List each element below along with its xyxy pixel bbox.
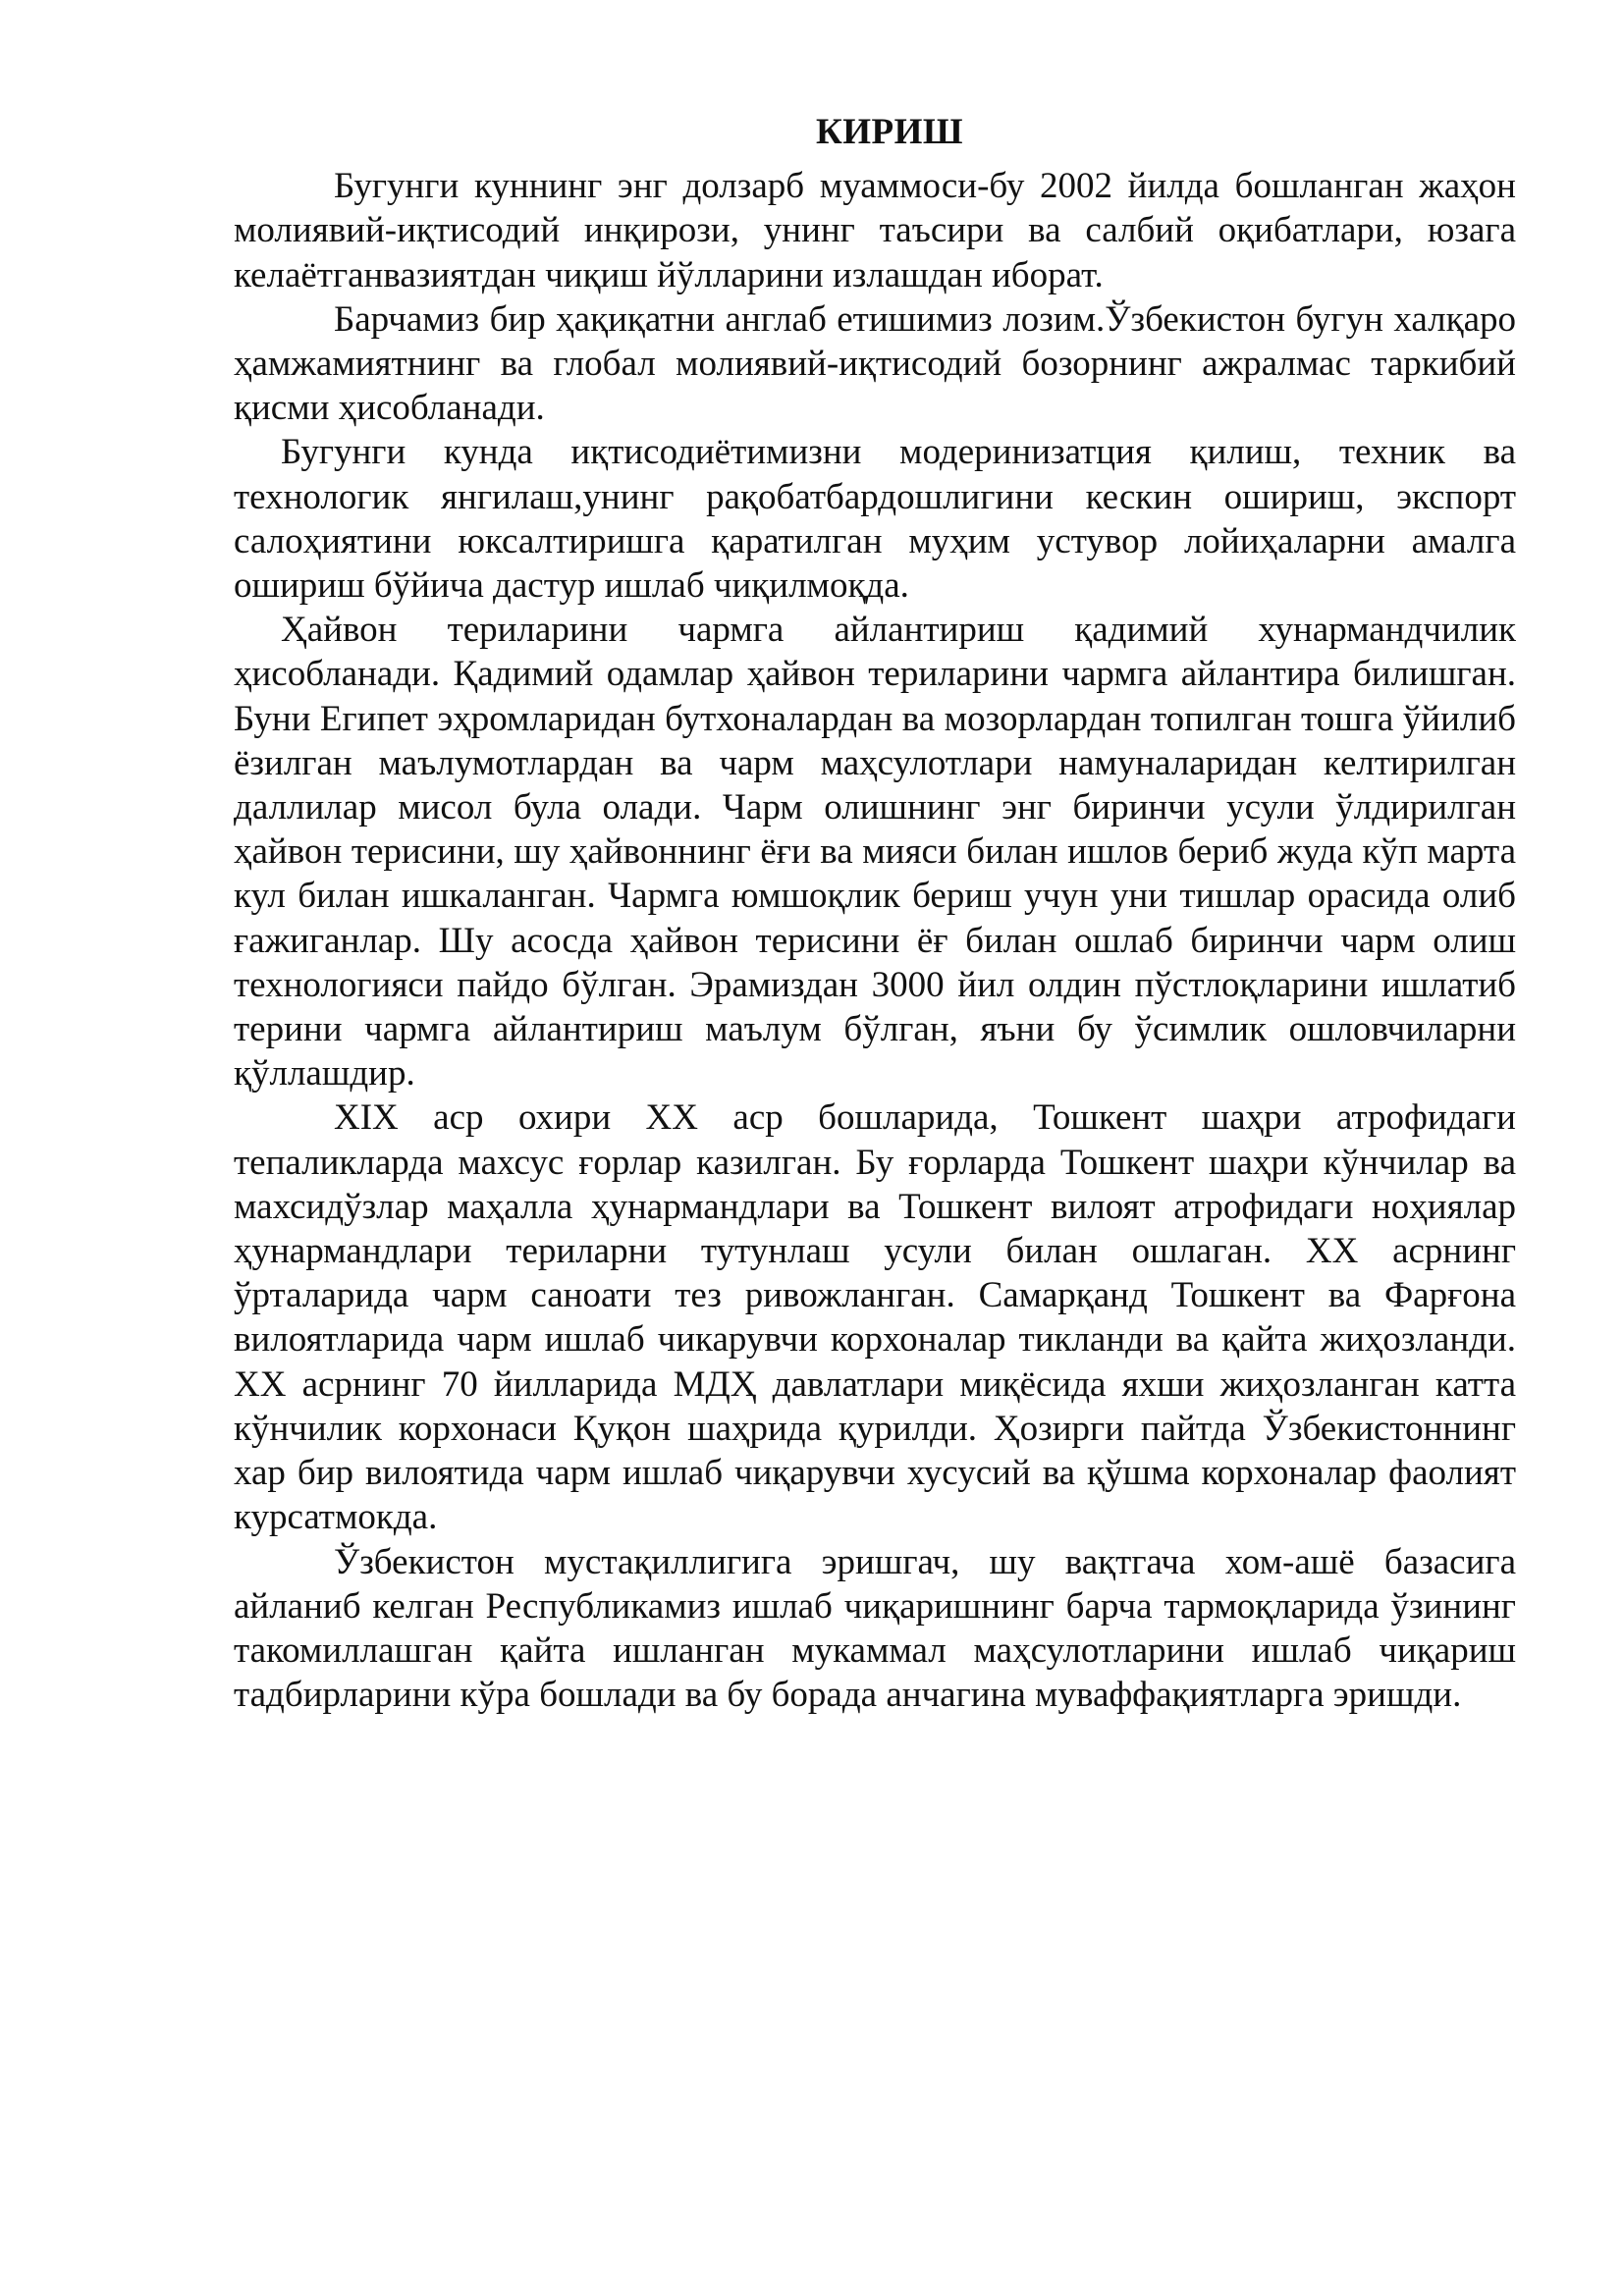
paragraph-5: XIX аср охири XX аср бошларида, Тошкент шаҳри атрофидаги тепаликларда махсус ғорлар казилган. Бу ғорларда Тошкент шаҳри кўнчилар ва махсидўзлар маҳалла ҳунармандлари ва Тошкент вилоят атрофидаги ноҳиялар ҳунармандлари териларни тутунлаш усули билан ошлаган. XX асрнинг ўрталарида чарм саноати тез ривожланган. Самарқанд Тошкент ва Фарғона вилоятларида чарм ишлаб чикарувчи корхоналар тикланди ва қайта жиҳозланди. XX асрнинг 70 йилларида МДҲ давлатлари миқёсида яхши жиҳозланган катта кўнчилик корхонаси Қуқон шаҳрида қурилди. Ҳозирги пайтда Ўзбекистоннинг хар бир вилоятида чарм ишлаб чиқарувчи хусусий ва қўшма корхоналар фаолият курсатмокда.	[234, 1097, 1516, 1538]
paragraph-4: Ҳайвон териларини чармга айлантириш қадимий хунармандчилик ҳисобланади. Қадимий одамлар ҳайвон териларини чармга айлантира билишган. Буни Египет эҳромларидан бутхоналардан ва мозорлардан топилган тошга ўйилиб ёзилган маълумотлардан ва чарм маҳсулотлари намуналаридан келтирилган даллилар мисол була олади. Чарм олишнинг энг биринчи усули ўлдирилган ҳайвон терисини, шу ҳайвоннинг ёғи ва мияси билан ишлов бериб жуда кўп марта кул билан ишкаланган. Чармга юмшоқлик бериш учун уни тишлар орасида олиб ғажиганлар. Шу асосда ҳайвон терисини ёғ билан ошлаб биринчи чарм олиш технологияси пайдо бўлган. Эрамиздан 3000 йил олдин пўстлоқларини ишлатиб терини чармга айлантириш маълум бўлган, яъни бу ўсимлик ошловчиларни қўллашдир.	[234, 610, 1516, 1095]
paragraph-6: Ўзбекистон мустақиллигига эришгач, шу вақтгача хом-ашё базасига айланиб келган Республикамиз ишлаб чиқаришнинг барча тармоқларида ўзининг такомиллашган қайта ишланган мукаммал маҳсулотларини ишлаб чиқариш тадбирларини кўра бошлади ва бу борада анчагина муваффақиятларга эришди.	[234, 1541, 1516, 1716]
paragraph-2: Барчамиз бир ҳақиқатни англаб етишимиз лозим.Ўзбекистон бугун халқаро ҳамжамиятнинг ва глобал молиявий-иқтисодий бозорнинг ажралмас таркибий қисми ҳисобланади.	[234, 298, 1516, 429]
document-body	[234, 110, 1516, 1717]
page-title: КИРИШ	[815, 112, 964, 152]
paragraph-1: Бугунги куннинг энг долзарб муаммоси-бу 2002 йилда бошланган жаҳон молиявий-иқтисодий инқирози, унинг таъсири ва салбий оқибатлари, юзага келаётганвазиятдан чиқиш йўлларини излашдан иборат.	[234, 166, 1516, 295]
paragraph-3: Бугунги кунда иқтисодиётимизни модеринизатция қилиш, техник ва технологик янгилаш,унинг рақобатбардошлигини кескин ошириш, экспорт салоҳиятини юксалтиришга қаратилган муҳим устувор лойиҳаларни амалга ошириш бўйича дастур ишлаб чиқилмоқда.	[234, 432, 1516, 607]
